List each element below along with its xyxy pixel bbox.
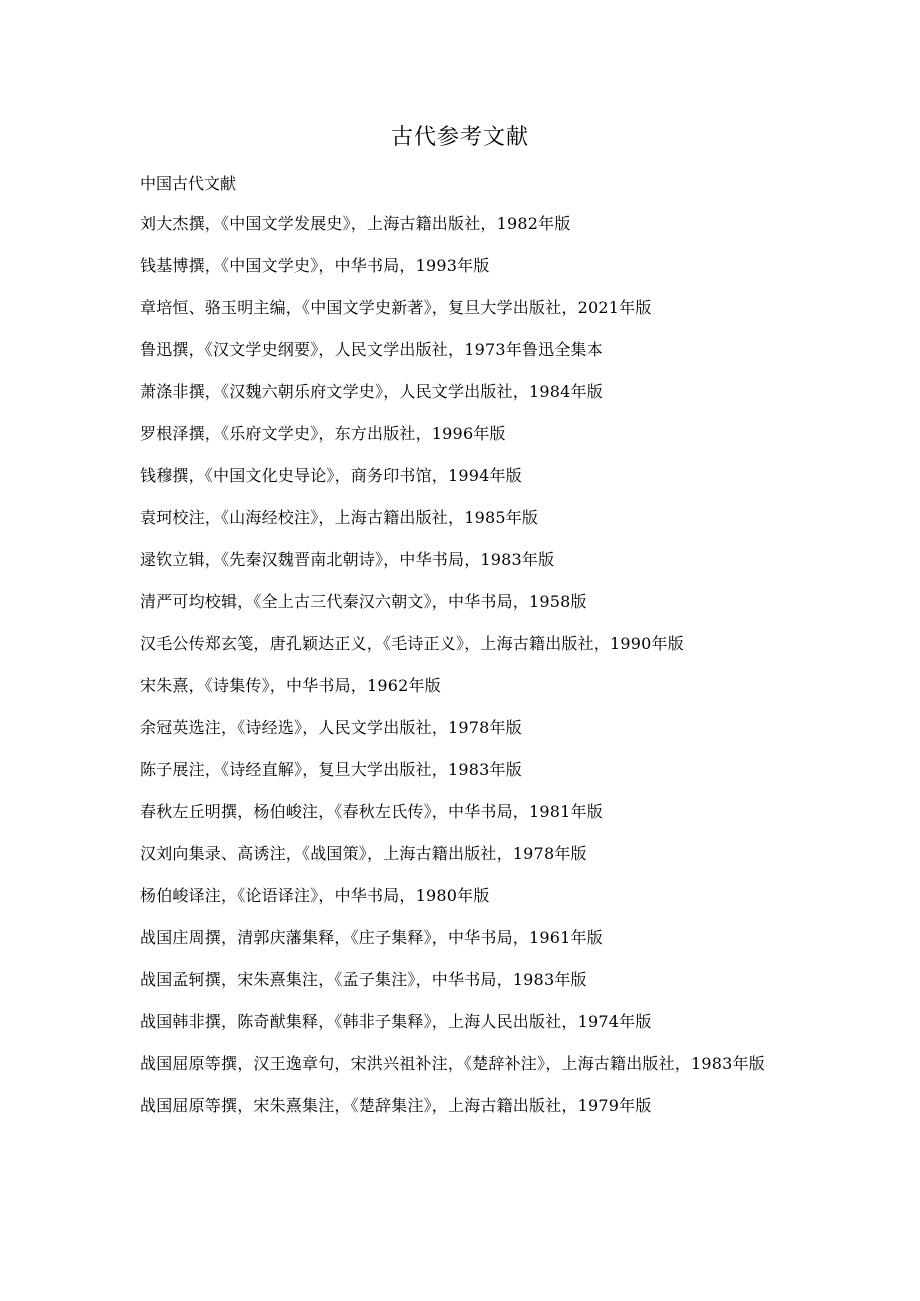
reference-item: 袁珂校注，《山海经校注》，上海古籍出版社，1985年版: [140, 508, 539, 527]
reference-item: 战国庄周撰，清郭庆藩集释，《庄子集释》，中华书局，1961年版: [140, 928, 603, 947]
reference-item: 春秋左丘明撰，杨伯峻注，《春秋左氏传》，中华书局，1981年版: [140, 802, 603, 821]
reference-item: 陈子展注，《诗经直解》，复旦大学出版社，1983年版: [140, 760, 522, 779]
reference-item: 钱基博撰，《中国文学史》，中华书局，1993年版: [140, 256, 490, 275]
reference-item: 萧涤非撰，《汉魏六朝乐府文学史》，人民文学出版社，1984年版: [140, 382, 603, 401]
reference-list: [106, 210, 816, 1134]
reference-item: 刘大杰撰，《中国文学发展史》，上海古籍出版社，1982年版: [140, 214, 571, 233]
reference-item: 战国孟轲撰，宋朱熹集注，《孟子集注》，中华书局，1983年版: [140, 970, 587, 989]
reference-item: 汉刘向集录、高诱注，《战国策》，上海古籍出版社，1978年版: [140, 844, 587, 863]
reference-item: 余冠英选注，《诗经选》，人民文学出版社，1978年版: [140, 718, 522, 737]
reference-item: 逯钦立辑，《先秦汉魏晋南北朝诗》，中华书局，1983年版: [140, 550, 555, 569]
reference-item: 战国屈原等撰，宋朱熹集注，《楚辞集注》，上海古籍出版社，1979年版: [140, 1096, 652, 1115]
reference-item: 钱穆撰，《中国文化史导论》，商务印书馆，1994年版: [140, 466, 522, 485]
reference-item: 清严可均校辑，《全上古三代秦汉六朝文》，中华书局，1958版: [140, 592, 587, 611]
reference-item: 罗根泽撰，《乐府文学史》，东方出版社，1996年版: [140, 424, 506, 443]
reference-item: 战国屈原等撰，汉王逸章句，宋洪兴祖补注，《楚辞补注》，上海古籍出版社，1983年版: [140, 1054, 765, 1073]
reference-item: 战国韩非撰，陈奇猷集释，《韩非子集释》，上海人民出版社，1974年版: [140, 1012, 652, 1031]
reference-item: 鲁迅撰，《汉文学史纲要》，人民文学出版社，1973年鲁迅全集本: [140, 340, 603, 359]
page-title: 古代参考文献: [390, 125, 529, 150]
reference-item: 章培恒、骆玉明主编，《中国文学史新著》，复旦大学出版社，2021年版: [140, 298, 652, 317]
section-heading: 中国古代文献: [140, 174, 237, 193]
reference-item: 杨伯峻译注，《论语译注》，中华书局，1980年版: [140, 886, 490, 905]
reference-item: 宋朱熹，《诗集传》，中华书局，1962年版: [140, 676, 441, 695]
reference-item: 汉毛公传郑玄笺，唐孔颖达正义，《毛诗正义》，上海古籍出版社，1990年版: [140, 634, 684, 653]
